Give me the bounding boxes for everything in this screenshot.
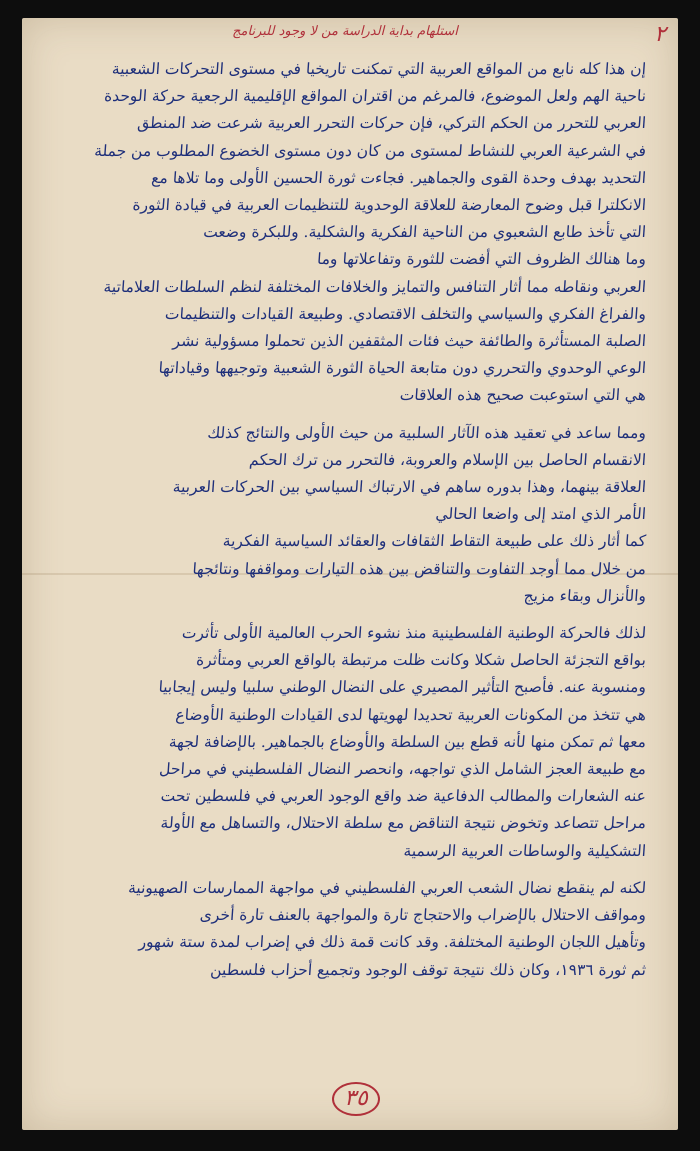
text-line: الانقسام الحاصل بين الإسلام والعروبة، فالتحرر من ترك الحكم [248, 450, 647, 469]
text-line: والفراغ الفكري والسياسي والتخلف الاقتصادي. وطبيعة القيادات والتنظيمات [164, 304, 647, 323]
header-note: استلهام بداية الدراسة من لا وجود للبرنامج [232, 24, 458, 39]
text-line: العربي ونقاطه مما أثار التنافس والتمايز والخلافات المختلفة لنظم السلطات العلاماتية [103, 277, 647, 296]
text-line: والأنزال وبقاء مزيج [523, 586, 647, 605]
text-line: الانكلترا قبل وضوح المعارضة للعلاقة الوحدوية للتنظيمات العربية في قيادة الثورة [131, 196, 647, 215]
text-line: عنه الشعارات والمطالب الدفاعية ضد واقع الوجود العربي في فلسطين تحت [160, 787, 647, 806]
text-line: وتأهيل اللجان الوطنية المختلفة. وقد كانت قمة ذلك في إضراب لمدة ستة شهور [138, 933, 647, 952]
text-line: في الشرعية العربي للنشاط لمستوى من كان دون مستوى الخضوع المطلوب من جملة [93, 141, 647, 160]
handwritten-text-block [62, 56, 646, 1070]
text-line: لكنه لم ينقطع نضال الشعب العربي الفلسطيني في مواجهة الممارسات الصهيونية [127, 878, 647, 897]
text-line: معها ثم تمكن منها لأنه قطع بين السلطة والأوضاع بالجماهير. بالإضافة لجهة [168, 732, 647, 751]
text-line: إن هذا كله نابع من المواقع العربية التي تمكنت تاريخيا في مستوى التحركات الشعبية [111, 60, 647, 78]
text-line: مراحل تتصاعد وتخوض نتيجة التناقض مع سلطة الاحتلال، والتساهل مع الأولة [159, 814, 647, 833]
text-line: الوعي الوحدوي والتحرري دون متابعة الحياة الثورة الشعبية وتوجيهها وقياداتها [157, 359, 647, 378]
document-page [22, 18, 678, 1130]
text-line: لذلك فالحركة الوطنية الفلسطينية منذ نشوء الحرب العالمية الأولى تأثرت [181, 624, 647, 643]
text-line: التي تأخذ طابع الشعبوي من الناحية الفكرية والشكلية. وللبكرة وضعت [202, 223, 647, 242]
text-line: كما أثار ذلك على طبيعة التقاط الثقافات والعقائد السياسية الفكرية [222, 532, 647, 551]
text-line: ثم ثورة ١٩٣٦، وكان ذلك نتيجة توقف الوجود وتجميع أحزاب فلسطين [209, 960, 647, 979]
corner-mark: ٢ [654, 22, 666, 47]
text-line: هي تتخذ من المكونات العربية تحديدا لهويتها لدى القيادات الوطنية الأوضاع [174, 705, 647, 724]
text-line: بواقع التجزئة الحاصل شكلا وكانت ظلت مرتبطة بالواقع العربي ومتأثرة [195, 651, 647, 670]
text-line: ومواقف الاحتلال بالإضراب والاحتجاج تارة والمواجهة بالعنف تارة أخرى [199, 906, 647, 925]
text-line: الأمر الذي امتد إلى واضعا الحالي [434, 505, 647, 524]
page-number: ٣٥ [332, 1082, 380, 1116]
text-line: ومما ساعد في تعقيد هذه الآثار السلبية من حيث الأولى والنتائج كذلك [206, 423, 647, 442]
text-line: من خلال مما أوجد التفاوت والتناقض بين هذه التيارات ومواقفها ونتائجها [191, 559, 647, 578]
text-line: وما هنالك الظروف التي أفضت للثورة وتفاعلاتها وما [316, 250, 647, 269]
text-line: ناحية الهم ولعل الموضوع، فالمرغم من اقتران المواقع الإقليمية الرجعية حركة الوحدة [103, 87, 647, 106]
text-line: العربي للتحرر من الحكم التركي، فإن حركات التحرر العربية شرعت ضد المنطق [136, 114, 647, 133]
text-line: التحديد بهدف وحدة القوى والجماهير. فجاءت ثورة الحسين الأولى وما تلاها مع [150, 168, 647, 187]
text-line: هي التي استوعبت صحيح هذه العلاقات [399, 386, 647, 405]
text-line: مع طبيعة العجز الشامل الذي تواجهه، وانحصر النضال الفلسطيني في مراحل [158, 760, 647, 779]
text-line: الصلبة المستأثرة والطائفة حيث فئات المثقفين الذين تحملوا مسؤولية نشر [172, 332, 647, 351]
text-line: ومنسوبة عنه. فأصبح التأثير المصيري على النضال الوطني سلبيا وليس إيجابيا [158, 678, 647, 697]
text-line: العلاقة بينهما، وهذا بدوره ساهم في الارتباك السياسي بين الحركات العربية [172, 478, 647, 497]
text-line: التشكيلية والوساطات العربية الرسمية [402, 841, 647, 860]
